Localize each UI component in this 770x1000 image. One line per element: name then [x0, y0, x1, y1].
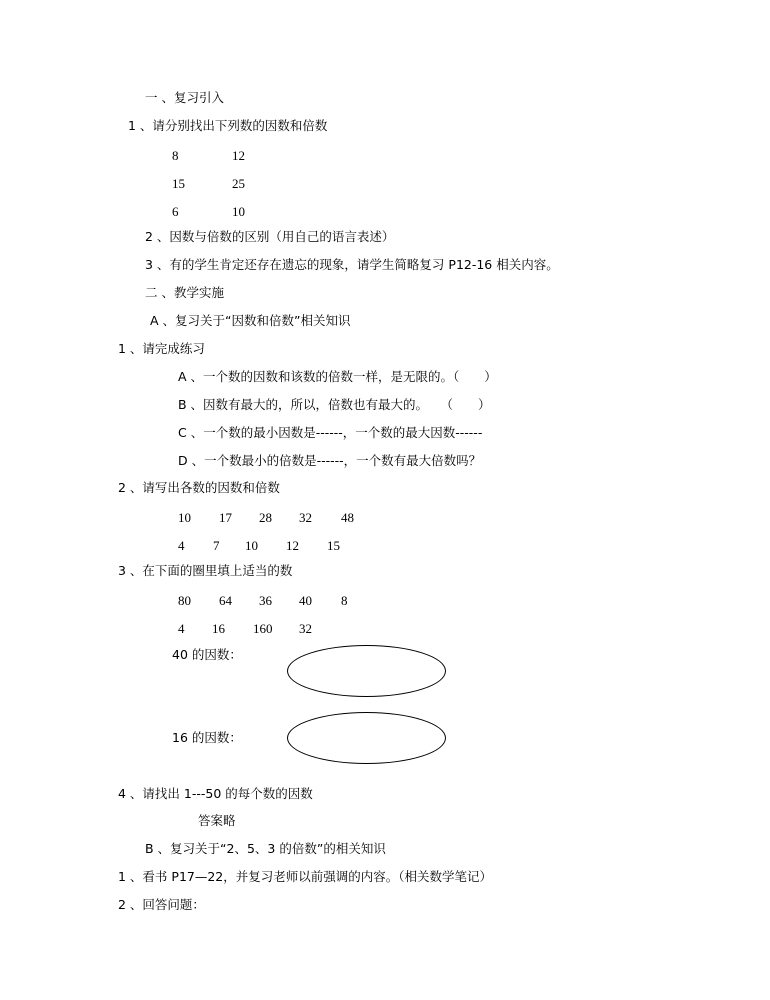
- number-cell: 15: [327, 538, 340, 553]
- question-a: A 、一个数的因数和该数的倍数一样，是无限的。（ ）: [178, 369, 497, 384]
- number-cell: 12: [286, 538, 299, 553]
- question-b: B 、因数有最大的，所以，倍数也有最大的。 （ ）: [178, 397, 491, 412]
- number-cell: 10: [178, 510, 191, 525]
- subsection-a: A 、复习关于“因数和倍数”相关知识: [150, 313, 351, 328]
- item-read-book: 1 、看书 P17—22，并复习老师以前强调的内容。（相关数学笔记）: [118, 869, 493, 884]
- subsection-b: B 、复习关于“2、5、3 的倍数”的相关知识: [145, 841, 386, 856]
- item-review-pages: 3 、有的学生肯定还存在遗忘的现象，请学生简略复习 P12-16 相关内容。: [145, 257, 559, 272]
- question-c: C 、一个数的最小因数是------，一个数的最大因数------: [178, 425, 483, 440]
- number-cell: 10: [232, 204, 245, 219]
- section-heading-review: 一 、复习引入: [145, 90, 224, 105]
- item-find-factors: 1 、请分别找出下列数的因数和倍数: [128, 118, 328, 133]
- number-cell: 48: [341, 510, 354, 525]
- question-d: D 、一个数最小的倍数是------，一个数有最大倍数吗？: [178, 453, 482, 468]
- number-cell: 12: [232, 148, 245, 163]
- number-cell: 8: [341, 593, 348, 608]
- number-cell: 17: [219, 510, 232, 525]
- factors-of-40-label: 40 的因数：: [172, 647, 242, 662]
- number-cell: 15: [172, 176, 185, 191]
- number-cell: 4: [178, 621, 185, 636]
- item-difference: 2 、因数与倍数的区别（用自己的语言表述）: [145, 229, 395, 244]
- number-cell: 32: [299, 621, 312, 636]
- number-cell: 160: [253, 621, 273, 636]
- item-answer-questions: 2 、回答问题：: [118, 897, 205, 912]
- item-find-1-50: 4 、请找出 1---50 的每个数的因数: [118, 786, 313, 801]
- number-cell: 25: [232, 176, 245, 191]
- answer-omitted: 答案略: [198, 813, 236, 828]
- number-cell: 8: [172, 148, 179, 163]
- number-cell: 7: [213, 538, 220, 553]
- number-cell: 40: [299, 593, 312, 608]
- number-cell: 10: [245, 538, 258, 553]
- factors-of-16-label: 16 的因数：: [172, 730, 242, 745]
- factors-of-16-circle[interactable]: [287, 712, 446, 764]
- number-cell: 64: [219, 593, 232, 608]
- number-cell: 4: [178, 538, 185, 553]
- item-fill-circles: 3 、在下面的圈里填上适当的数: [118, 563, 293, 578]
- section-heading-teaching: 二 、教学实施: [145, 285, 224, 300]
- number-cell: 16: [212, 621, 225, 636]
- item-write-factors: 2 、请写出各数的因数和倍数: [118, 480, 280, 495]
- factors-of-40-circle[interactable]: [287, 645, 446, 697]
- item-exercise: 1 、请完成练习: [118, 341, 205, 356]
- number-cell: 28: [259, 510, 272, 525]
- number-cell: 6: [172, 204, 179, 219]
- number-cell: 36: [259, 593, 272, 608]
- number-cell: 32: [299, 510, 312, 525]
- number-cell: 80: [178, 593, 191, 608]
